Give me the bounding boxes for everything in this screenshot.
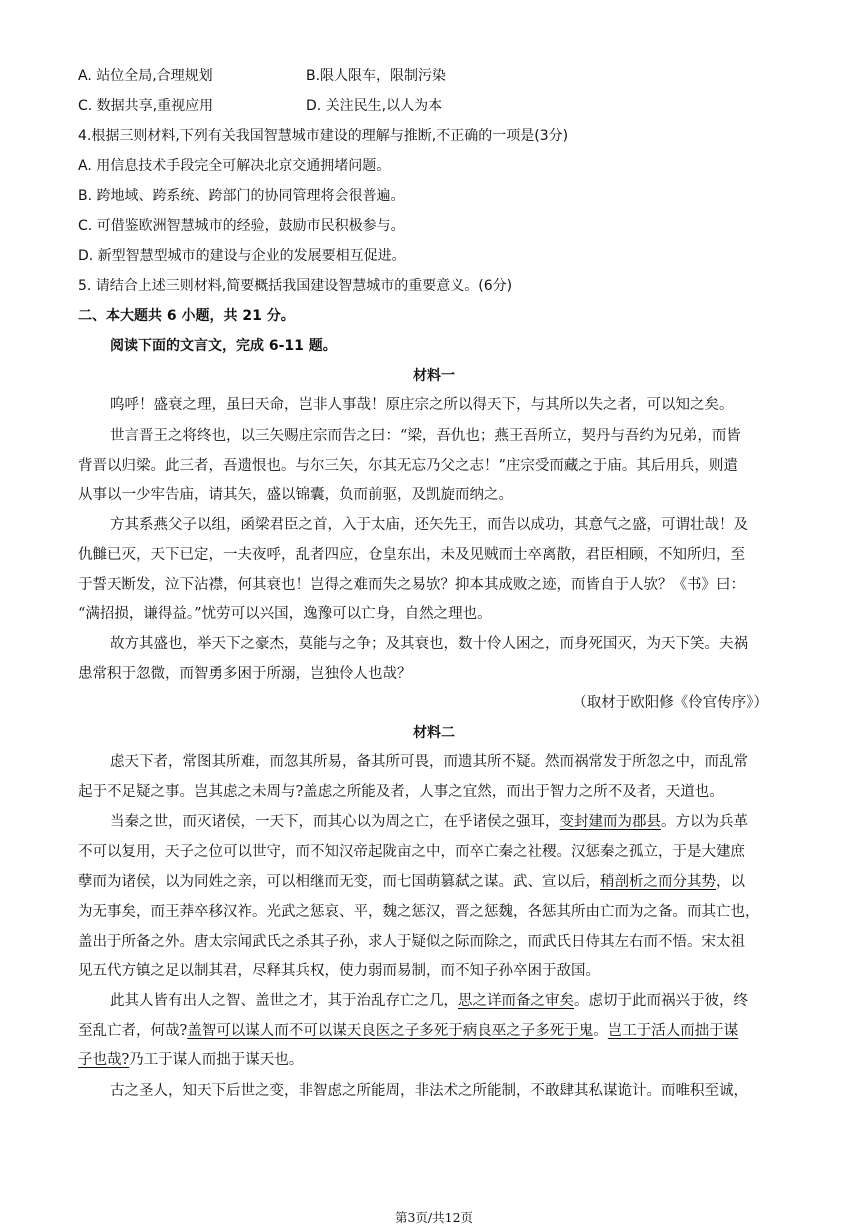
material-2-line: 至乱亡者，何哉?盖智可以谋人而不可以谋天良医之子多死于病良巫之子多死于鬼。岂工于活人而拙于谋 [78,1023,739,1039]
material-1-line: 世言晋王之将终也，以三矢赐庄宗而告之曰：“梁，吾仇也；燕王吾所立，契丹与吾约为兄弟，而皆 [110,428,741,444]
material-2-line: 盖出于所备之外。唐太宗闻武氏之杀其子孙，求人于疑似之际而除之，而武氏日侍其左右而不悟。宋太祖 [78,934,745,950]
material-2-line: 子也哉?乃工于谋人而拙于谋天也。 [78,1052,304,1068]
question-5: 5. 请结合上述三则材料,简要概括我国建设智慧城市的重要意义。(6分) [78,278,513,294]
material-1-line: 患常积于忽微，而智勇多困于所溺，岂独伶人也哉？ [78,666,412,682]
option-row [78,66,790,86]
material-1-line: 故方其盛也，举天下之豪杰，莫能与之争；及其衰也，数十伶人困之，而身死国灭，为天下笑。夫祸 [110,636,748,652]
material-2-line: 不可以复用，天子之位可以世守，而不知汉帝起陇亩之中，而卒亡秦之社稷。汉惩秦之孤立，于是大建庶 [78,844,745,860]
question-4-option-b: B. 跨地域、跨系统、跨部门的协同管理将会很普遍。 [78,188,405,204]
material-2-line: 此其人皆有出人之智、盖世之才，其于治乱存亡之几，思之详而备之审矣。虑切于此而祸兴于彼，终 [110,993,748,1009]
material-1-line: 呜呼！盛衰之理，虽曰天命，岂非人事哉！原庄宗之所以得天下，与其所以失之者，可以知之矣。 [110,397,734,413]
material-2-line: 虑天下者，常图其所难，而忽其所易，备其所可畏，而遗其所不疑。然而祸常发于所忽之中，而乱常 [110,754,748,770]
material-1-source: （取材于欧阳修《伶官传序》） [572,695,768,711]
material-1-line: “满招损，谦得益。”忧劳可以兴国，逸豫可以亡身，自然之理也。 [78,606,492,622]
material-1-title: 材料一 [413,368,455,384]
underlined-phrase: 思之详而备之审矣 [458,993,574,1009]
material-2-line: 当秦之世，而灭诸侯，一天下，而其心以为周之亡，在乎诸侯之强耳，变封建而为郡县。方以为兵革 [110,814,748,830]
underlined-phrase: 稍剖析之而分其势 [600,874,716,890]
material-1-line: 于誓天断发，泣下沾襟，何其衰也！岂得之难而失之易欤？抑本其成败之迹，而皆自于人欤？《书》曰： [78,577,745,593]
material-2-line: 为无事矣，而王莽卒移汉祚。光武之惩哀、平，魏之惩汉，晋之惩魏，各惩其所由亡而为之备。而其亡也， [78,904,760,920]
material-2-line: 见五代方镇之足以制其君，尽释其兵权，使力弱而易制，而不知子孙卒困于敌国。 [78,963,600,979]
underlined-phrase: 变封建而为郡县 [559,814,661,830]
question-4-stem: 4.根据三则材料,下列有关我国智慧城市建设的理解与推断,不正确的一项是(3分) [78,128,569,144]
material-2-line: 起于不足疑之事。岂其虑之未周与?盖虑之所能及者，人事之宜然，而出于智力之所不及者，天道也。 [78,784,724,800]
underlined-sentence: 子也哉? [78,1052,130,1068]
material-2-line: 古之圣人，知天下后世之变，非智虑之所能周，非法术之所能制，不敢肆其私谋诡计。而唯积至诚， [110,1083,748,1099]
material-1-line: 仇雠已灭，天下已定，一夫夜呼，乱者四应，仓皇东出，未及见贼而士卒离散，君臣相顾，不知所归，至 [78,547,745,563]
material-2-line: 孽而为诸侯，以为同姓之亲，可以相继而无变，而七国萌篡弑之谋。武、宣以后，稍剖析之而分其势，以 [78,874,745,890]
option-a: A. 站位全局,合理规划 [78,68,213,84]
section-heading: 二、本大题共 6 小题，共 21 分。 [78,308,295,324]
option-d: D. 关注民生,以人为本 [306,98,443,114]
page-footer: 第3页/共12页 [394,1210,474,1225]
question-4-option-a: A. 用信息技术手段完全可解决北京交通拥堵问题。 [78,158,391,174]
section-instruction: 阅读下面的文言文，完成 6-11 题。 [110,338,337,354]
option-b: B.限人限车，限制污染 [306,68,447,84]
material-1-line: 从事以一少牢告庙，请其矢，盛以锦囊，负而前驱，及凯旋而纳之。 [78,487,513,503]
material-2-title: 材料二 [413,725,455,741]
option-c: C. 数据共享,重视应用 [78,98,214,114]
question-4-option-d: D. 新型智慧型城市的建设与企业的发展要相互促进。 [78,248,406,264]
underlined-sentence: 岂工于活人而拙于谋 [607,1023,739,1039]
material-1-line: 背晋以归梁。此三者，吾遗恨也。与尔三矢，尔其无忘乃父之志！”庄宗受而藏之于庙。其后用兵，则遣 [78,458,738,474]
question-4-option-c: C. 可借鉴欧洲智慧城市的经验，鼓励市民积极参与。 [78,218,405,234]
underlined-sentence: 盖智可以谋人而不可以谋天良医之子多死于病良巫之子多死于鬼 [187,1023,594,1039]
material-1-line: 方其系燕父子以组，函梁君臣之首，入于太庙，还矢先王，而告以成功，其意气之盛，可谓壮哉！及 [110,517,748,533]
option-row [78,96,790,116]
